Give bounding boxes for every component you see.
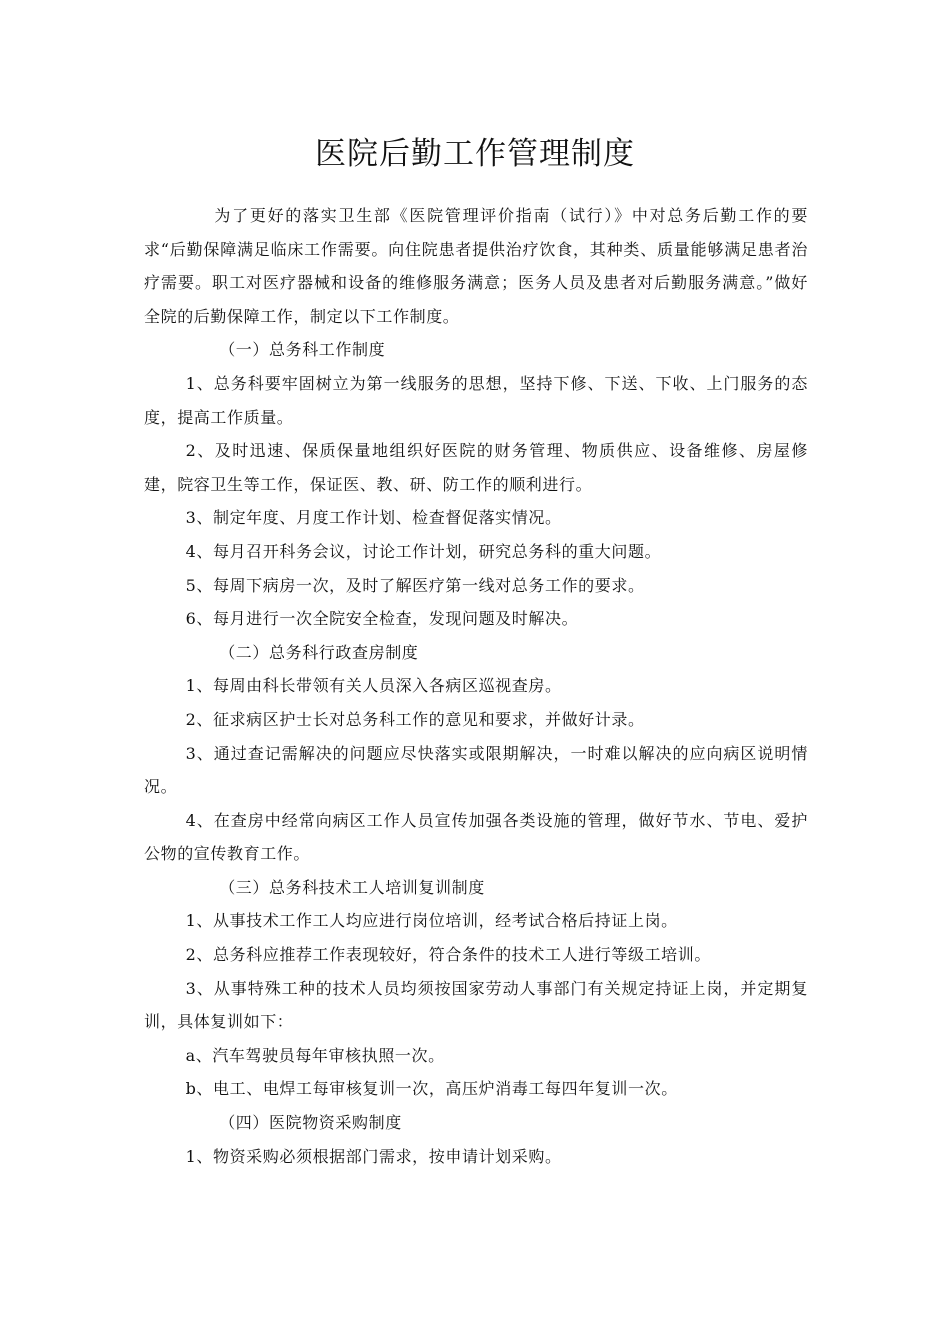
paragraph: 1、每周由科长带领有关人员深入各病区巡视查房。 bbox=[185, 676, 562, 696]
paragraph: b、电工、电焊工每审核复训一次，高压炉消毒工每四年复训一次。 bbox=[185, 1079, 678, 1099]
paragraph: 2、征求病区护士长对总务科工作的意见和要求，并做好计录。 bbox=[185, 709, 645, 729]
paragraph: 3、制定年度、月度工作计划、检查督促落实情况。 bbox=[185, 508, 562, 528]
paragraph: a、汽车驾驶员每年审核执照一次。 bbox=[185, 1045, 445, 1065]
paragraph: 1、总务科要牢固树立为第一线服务的思想，坚持下修、下送、下收、上门服务的态度，提高工作质量。 bbox=[144, 373, 808, 427]
paragraph: 2、总务科应推荐工作表现较好，符合条件的技术工人进行等级工培训。 bbox=[185, 945, 711, 965]
paragraph: 3、通过查记需解决的问题应尽快落实或限期解决，一时难以解决的应向病区说明情况。 bbox=[144, 743, 808, 797]
paragraph: 2、及时迅速、保质保量地组织好医院的财务管理、物质供应、设备维修、房屋修建，院容卫生等工作，保证医、教、研、防工作的顺利进行。 bbox=[144, 441, 808, 494]
paragraph: 3、从事特殊工种的技术人员均须按国家劳动人事部门有关规定持证上岗，并定期复训，具体复训如下： bbox=[144, 978, 808, 1032]
paragraph: 4、在查房中经常向病区工作人员宣传加强各类设施的管理，做好节水、节电、爱护公物的宣传教育工作。 bbox=[144, 810, 808, 864]
paragraph: 1、从事技术工作工人均应进行岗位培训，经考试合格后持证上岗。 bbox=[185, 911, 678, 931]
section-heading-4: （四）医院物资采购制度 bbox=[219, 1113, 402, 1133]
intro-paragraph: 为了更好的落实卫生部《医院管理评价指南（试行）》中对总务后勤工作的要求“后勤保障满足临床工作需要。向住院患者提供治疗饮食，其种类、质量能够满足患者治疗需要。职工对医疗器械和设备的维修服务满意；医务人员及患者对后勤服务满意。”做好全院的后勤保障工作，制定以下工作制度。 bbox=[144, 206, 808, 326]
paragraph: 6、每月进行一次全院安全检查，发现问题及时解决。 bbox=[185, 609, 579, 629]
paragraph: 5、每周下病房一次，及时了解医疗第一线对总务工作的要求。 bbox=[185, 575, 645, 595]
document-body bbox=[144, 199, 808, 1173]
paragraph: 1、物资采购必须根据部门需求，按申请计划采购。 bbox=[185, 1146, 562, 1166]
paragraph: 4、每月召开科务会议，讨论工作计划，研究总务科的重大问题。 bbox=[185, 541, 662, 561]
section-heading-3: （三）总务科技术工人培训复训制度 bbox=[219, 877, 485, 897]
section-heading-1: （一）总务科工作制度 bbox=[219, 340, 386, 360]
document-title: 医院后勤工作管理制度 bbox=[315, 136, 635, 172]
section-heading-2: （二）总务科行政查房制度 bbox=[219, 642, 419, 662]
